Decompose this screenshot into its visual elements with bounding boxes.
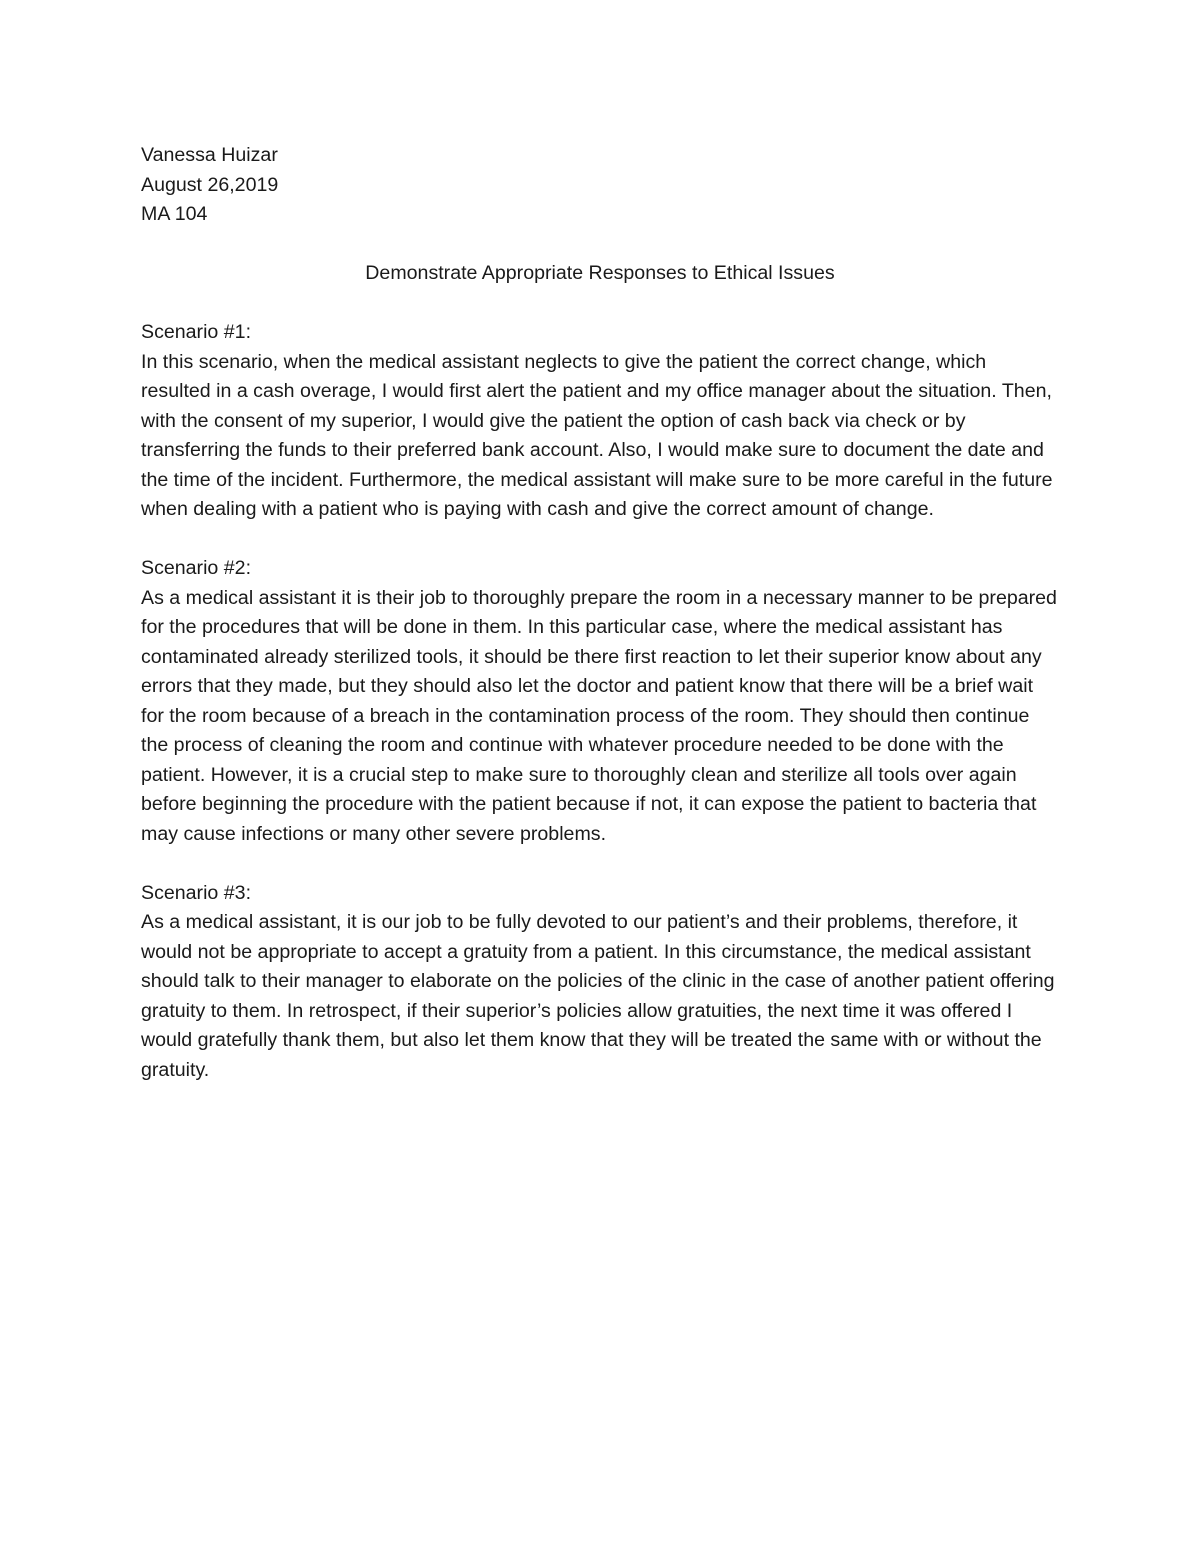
scenario-heading: Scenario #2: (141, 557, 252, 579)
scenario-1 (141, 318, 1059, 525)
author-name: Vanessa Huizar (141, 144, 278, 166)
scenario-3 (141, 879, 1059, 1086)
scenario-2 (141, 554, 1059, 849)
document-header (141, 141, 1059, 230)
course-code: MA 104 (141, 203, 208, 225)
scenario-paragraph: As a medical assistant it is their job to thoroughly prepare the room in a necessary manner to be prepared for the procedures that will be done in them. In this particular case, where the medical assistant has contaminated already sterilized tools, it should be there first reaction to let their superior know about any errors that they made, but they should also let the doctor and patient know that there will be a brief wait for the room because of a breach in the contamination process of the room. They should then continue the process of cleaning the room and continue with whatever procedure needed to be done with the patient. However, it is a crucial step to make sure to thoroughly clean and sterilize all tools over again before beginning the procedure with the patient because if not, it can expose the patient to bacteria that may cause infections or many other severe problems. (141, 586, 1057, 845)
document-body (141, 141, 1059, 1115)
scenario-paragraph: In this scenario, when the medical assistant neglects to give the patient the correct change, which resulted in a cash overage, I would first alert the patient and my office manager about the situation. Then, with the consent of my superior, I would give the patient the option of cash back via check or by transferring the funds to their preferred bank account. Also, I would make sure to document the date and the time of the incident. Furthermore, the medical assistant will make sure to be more careful in the future when dealing with a patient who is paying with cash and give the correct amount of change. (141, 350, 1053, 520)
scenario-heading: Scenario #1: (141, 321, 252, 343)
scenario-heading: Scenario #3: (141, 881, 252, 904)
document-title: Demonstrate Appropriate Responses to Ethical Issues (365, 262, 835, 284)
document-date: August 26,2019 (141, 173, 279, 196)
scenario-paragraph: As a medical assistant, it is our job to be fully devoted to our patient’s and their problems, therefore, it would not be appropriate to accept a gratuity from a patient. In this circumstance, the medical assistant should talk to their manager to elaborate on the policies of the clinic in the case of another patient offering gratuity to them. In retrospect, if their superior’s policies allow gratuities, the next time it was offered I would gratefully thank them, but also let them know that they will be treated the same with or without the gratuity. (141, 911, 1055, 1081)
